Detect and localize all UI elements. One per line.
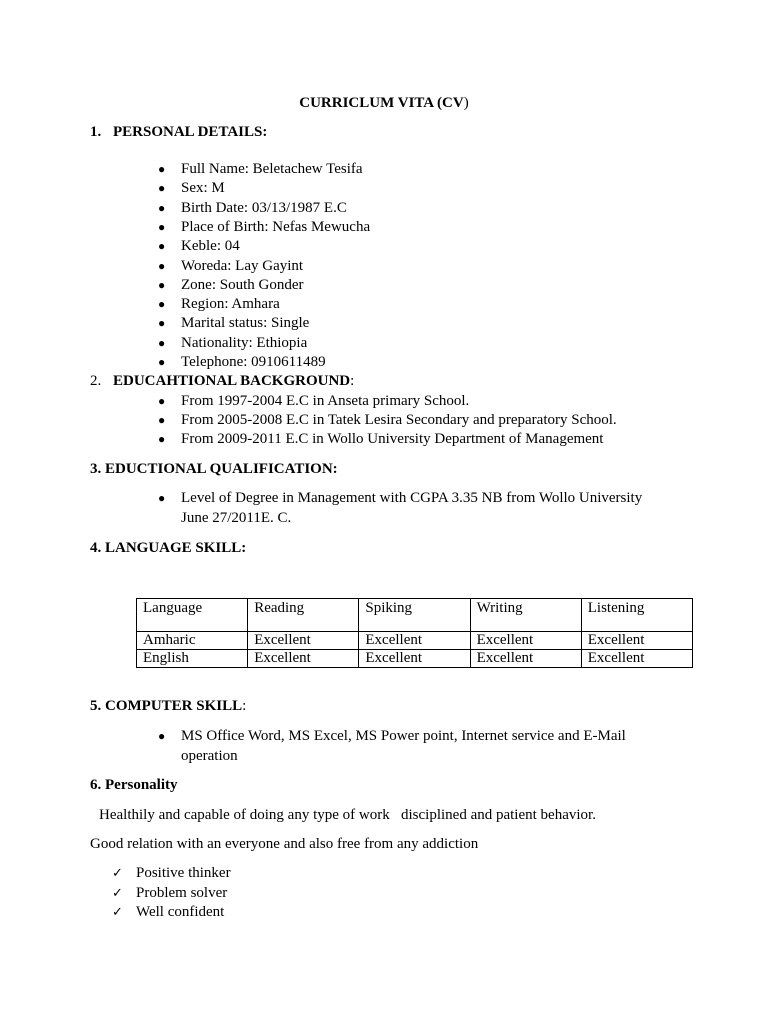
list-item: Nationality: Ethiopia <box>181 335 308 351</box>
bullet-icon: ● <box>158 491 166 505</box>
table-cell: Excellent <box>470 650 581 668</box>
table-header-cell: Writing <box>470 599 581 632</box>
bullet-icon: ● <box>158 278 166 292</box>
section-personal-number: 1. <box>90 124 102 140</box>
list-item: Full Name: Beletachew Tesifa <box>181 161 363 177</box>
checkmark-icon: ✓ <box>112 866 123 881</box>
qualification-line-1: Level of Degree in Management with CGPA 3.35 NB from Wollo University <box>181 490 643 506</box>
table-header-cell: Listening <box>581 599 692 632</box>
list-item: Marital status: Single <box>181 315 310 331</box>
table-cell: Excellent <box>470 632 581 650</box>
list-item: Birth Date: 03/13/1987 E.C <box>181 200 347 216</box>
table-cell: Excellent <box>581 650 692 668</box>
list-item: Place of Birth: Nefas Mewucha <box>181 219 371 235</box>
table-header-cell: Reading <box>248 599 359 632</box>
section-qualification-heading: 3. EDUCTIONAL QUALIFICATION: <box>90 461 338 477</box>
table-cell: Excellent <box>359 632 470 650</box>
section-language-heading: 4. LANGUAGE SKILL: <box>90 540 247 556</box>
section-personal-heading: PERSONAL DETAILS: <box>113 124 268 140</box>
list-item: Zone: South Gonder <box>181 277 304 293</box>
table-row <box>137 632 693 650</box>
checklist-item: Positive thinker <box>136 865 231 881</box>
bullet-icon: ● <box>158 355 166 369</box>
checkmark-icon: ✓ <box>112 905 123 920</box>
bullet-icon: ● <box>158 297 166 311</box>
bullet-icon: ● <box>158 316 166 330</box>
section-education-heading: EDUCAHTIONAL BACKGROUND <box>113 373 351 389</box>
bullet-icon: ● <box>158 413 166 427</box>
qualification-line-2: June 27/2011E. C. <box>181 510 292 526</box>
personality-paragraph-2: Good relation with an everyone and also free from any addiction <box>90 836 479 852</box>
section-education-heading-wrap <box>113 372 354 391</box>
checklist-item: Problem solver <box>136 885 228 901</box>
list-item: From 2005-2008 E.C in Tatek Lesira Secondary and preparatory School. <box>181 412 617 428</box>
bullet-icon: ● <box>158 239 166 253</box>
table-cell: Excellent <box>359 650 470 668</box>
computer-skill-line-2: operation <box>181 748 238 764</box>
bullet-icon: ● <box>158 259 166 273</box>
table-cell: Excellent <box>248 650 359 668</box>
list-item: Keble: 04 <box>181 238 240 254</box>
table-header-cell: Spiking <box>359 599 470 632</box>
table-cell: Amharic <box>137 632 248 650</box>
bullet-icon: ● <box>158 336 166 350</box>
table-header-row <box>137 599 693 632</box>
heading-colon: : <box>350 373 355 389</box>
bullet-icon: ● <box>158 181 166 195</box>
bullet-icon: ● <box>158 432 166 446</box>
title-paren: ) <box>463 95 469 111</box>
bullet-icon: ● <box>158 201 166 215</box>
list-item: Telephone: 0910611489 <box>181 354 326 370</box>
bullet-icon: ● <box>158 220 166 234</box>
section-computer-heading-wrap <box>90 697 246 716</box>
document-title <box>0 94 768 113</box>
list-item: From 1997-2004 E.C in Anseta primary School. <box>181 393 470 409</box>
bullet-icon: ● <box>158 729 166 743</box>
section-education-number: 2. <box>90 373 102 389</box>
table-cell: Excellent <box>581 632 692 650</box>
checkmark-icon: ✓ <box>112 886 123 901</box>
heading-colon: : <box>242 698 247 714</box>
list-item: Woreda: Lay Gayint <box>181 258 304 274</box>
table-cell: English <box>137 650 248 668</box>
table-cell: Excellent <box>248 632 359 650</box>
list-item: From 2009-2011 E.C in Wollo University Department of Management <box>181 431 604 447</box>
language-skill-table <box>136 598 693 668</box>
list-item: Sex: M <box>181 180 225 196</box>
bullet-icon: ● <box>158 394 166 408</box>
section-computer-heading: 5. COMPUTER SKILL <box>90 698 243 714</box>
table-row <box>137 650 693 668</box>
personality-paragraph-1: Healthily and capable of doing any type of work disciplined and patient behavior. <box>99 807 596 823</box>
computer-skill-line-1: MS Office Word, MS Excel, MS Power point, Internet service and E-Mail <box>181 728 626 744</box>
list-item: Region: Amhara <box>181 296 280 312</box>
table-header-cell: Language <box>137 599 248 632</box>
title-text: CURRICLUM VITA (CV <box>299 95 464 111</box>
bullet-icon: ● <box>158 162 166 176</box>
checklist-item: Well confident <box>136 904 225 920</box>
section-personality-heading: 6. Personality <box>90 777 178 793</box>
